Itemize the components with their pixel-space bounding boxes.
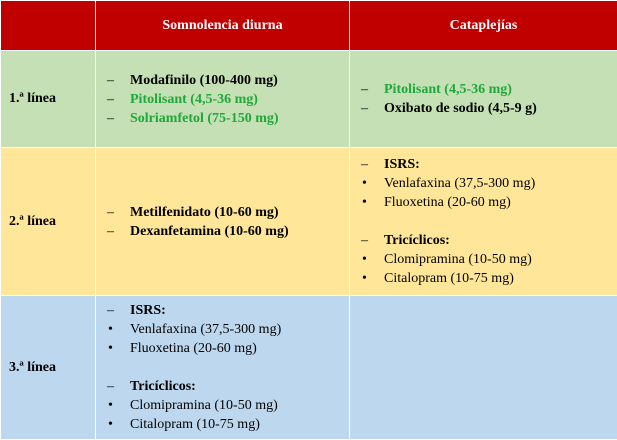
somnolencia-cell bbox=[96, 51, 350, 148]
bullet-icon: • bbox=[352, 250, 384, 269]
drug-list-item bbox=[98, 71, 349, 90]
drug-list-item bbox=[352, 174, 617, 193]
drug-list-item bbox=[98, 396, 349, 415]
drug-list-item bbox=[98, 90, 349, 109]
dash-icon: – bbox=[98, 90, 130, 109]
drug-list-item bbox=[98, 415, 349, 434]
bullet-icon: • bbox=[98, 415, 130, 434]
row-tercera-linea bbox=[1, 296, 617, 440]
drug-text: Oxibato de sodio (4,5-9 g) bbox=[384, 99, 617, 118]
drug-list-item bbox=[98, 301, 349, 320]
drug-text: Modafinilo (100-400 mg) bbox=[130, 71, 349, 90]
dash-icon: – bbox=[98, 203, 130, 222]
drug-list-item bbox=[352, 250, 617, 269]
header-row bbox=[1, 1, 617, 51]
dash-icon: – bbox=[352, 80, 384, 99]
dash-icon: – bbox=[98, 222, 130, 241]
drug-list-item bbox=[98, 203, 349, 222]
row-label: 1.ª línea bbox=[1, 51, 96, 148]
drug-text: Fluoxetina (20-60 mg) bbox=[384, 193, 617, 212]
drug-text: Venlafaxina (37,5-300 mg) bbox=[130, 320, 349, 339]
drug-text: Pitolisant (4,5-36 mg) bbox=[384, 80, 617, 99]
list-spacer bbox=[352, 212, 617, 231]
drug-text: Citalopram (10-75 mg) bbox=[384, 269, 617, 288]
bullet-icon: • bbox=[352, 269, 384, 288]
header-cataplejias: Cataplejías bbox=[350, 1, 617, 51]
drug-text: Metilfenidato (10-60 mg) bbox=[130, 203, 349, 222]
drug-text: Tricíclicos: bbox=[130, 377, 349, 396]
drug-text: Dexanfetamina (10-60 mg) bbox=[130, 222, 349, 241]
dash-icon: – bbox=[98, 109, 130, 128]
row-segunda-linea bbox=[1, 148, 617, 296]
drug-list-item bbox=[98, 222, 349, 241]
somnolencia-cell bbox=[96, 296, 350, 440]
row-primera-linea bbox=[1, 51, 617, 148]
drug-list-item bbox=[98, 377, 349, 396]
list-spacer bbox=[98, 358, 349, 377]
bullet-icon: • bbox=[98, 320, 130, 339]
drug-text: Venlafaxina (37,5-300 mg) bbox=[384, 174, 617, 193]
drug-list-item bbox=[352, 231, 617, 250]
dash-icon: – bbox=[98, 377, 130, 396]
drug-list-item bbox=[98, 109, 349, 128]
drug-list-item bbox=[352, 99, 617, 118]
bullet-icon: • bbox=[98, 396, 130, 415]
bullet-icon: • bbox=[352, 174, 384, 193]
drug-text: Clomipramina (10-50 mg) bbox=[384, 250, 617, 269]
drug-text: Pitolisant (4,5-36 mg) bbox=[130, 90, 349, 109]
cataplejias-cell bbox=[350, 148, 617, 296]
dash-icon: – bbox=[98, 71, 130, 90]
drug-text: Fluoxetina (20-60 mg) bbox=[130, 339, 349, 358]
somnolencia-cell bbox=[96, 148, 350, 296]
row-label: 3.ª línea bbox=[1, 296, 96, 440]
row-label: 2.ª línea bbox=[1, 148, 96, 296]
drug-text: ISRS: bbox=[384, 155, 617, 174]
bullet-icon: • bbox=[98, 339, 130, 358]
bullet-icon: • bbox=[352, 193, 384, 212]
cataplejias-cell bbox=[350, 296, 617, 440]
dash-icon: – bbox=[98, 301, 130, 320]
header-corner-cell bbox=[1, 1, 96, 51]
drug-list-item bbox=[98, 339, 349, 358]
dash-icon: – bbox=[352, 231, 384, 250]
drug-text: Clomipramina (10-50 mg) bbox=[130, 396, 349, 415]
drug-text: Solriamfetol (75-150 mg) bbox=[130, 109, 349, 128]
drug-list-item bbox=[352, 193, 617, 212]
drug-text: Tricíclicos: bbox=[384, 231, 617, 250]
cataplejias-cell bbox=[350, 51, 617, 148]
drug-text: Citalopram (10-75 mg) bbox=[130, 415, 349, 434]
drug-text: ISRS: bbox=[130, 301, 349, 320]
dash-icon: – bbox=[352, 99, 384, 118]
header-somnolencia: Somnolencia diurna bbox=[96, 1, 350, 51]
dash-icon: – bbox=[352, 155, 384, 174]
drug-list-item bbox=[98, 320, 349, 339]
drug-list-item bbox=[352, 269, 617, 288]
drug-list-item bbox=[352, 155, 617, 174]
drug-list-item bbox=[352, 80, 617, 99]
